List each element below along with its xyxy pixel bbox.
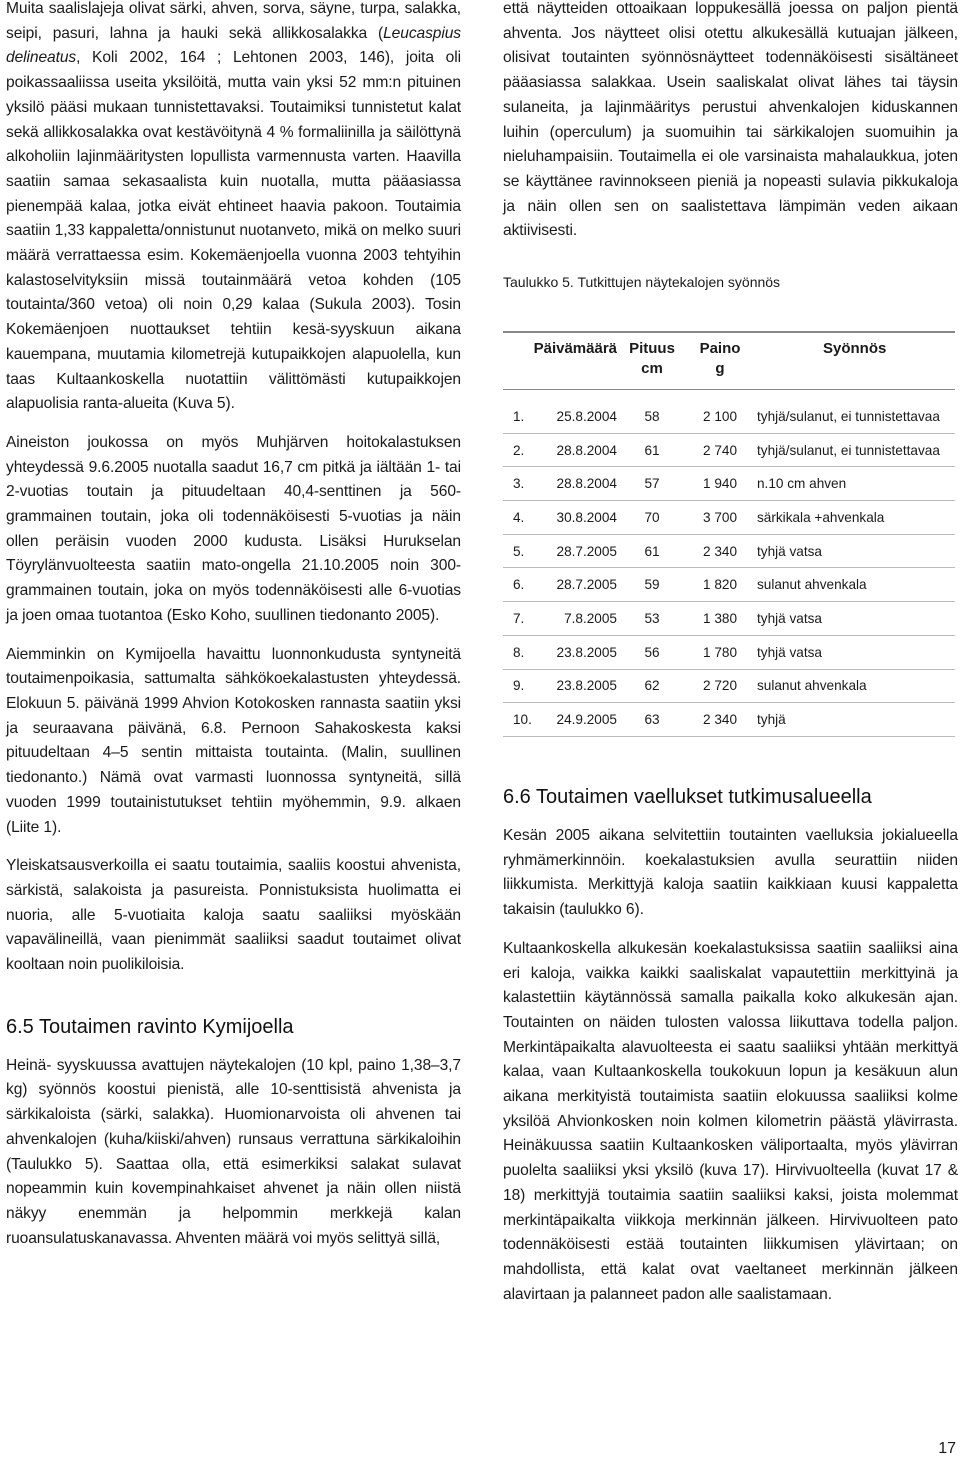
header-weight: Paino g [687, 332, 753, 390]
row-food: tyhjä/sulanut, ei tunnistettavaa [753, 433, 955, 467]
paragraph-earlier-observations: Aiemminkin on Kymijoella havaittu luonnonkudusta syntyneitä toutaimenpoikasia, sattumalta sähkökoekalastusten yhteydessä. Elokuun 5. päivänä 1999 Ahvion Kotokosken rannasta saatiin yksi ja seuraavana päivänä, 6.8. Pernoon Sahakoskesta kaksi pituudeltaan 4–5 sentin mittaista toutainta. (Malin, suullinen tiedonanto.) Nämä ovat varmasti luonnossa syntyneitä, sillä vuoden 1999 toutainistutukset tehtiin myöhemmin, 9.9. alkaen (Liite 1). [6, 645, 461, 836]
row-length: 61 [617, 534, 687, 568]
row-food: tyhjä vatsa [753, 534, 955, 568]
row-length: 53 [617, 602, 687, 636]
row-length: 56 [617, 635, 687, 669]
row-food: särkikala +ahvenkala [753, 501, 955, 535]
row-weight: 2 740 [687, 433, 753, 467]
row-date: 23.8.2005 [547, 669, 617, 703]
row-date: 28.8.2004 [547, 433, 617, 467]
row-weight: 1 780 [687, 635, 753, 669]
table-row [503, 602, 955, 636]
table-5-container [503, 331, 955, 737]
latin-species-name: Leucaspius delineatus [6, 24, 461, 67]
table-row [503, 669, 955, 703]
paragraph-muhjarvi: Aineiston joukossa on myös Muhjärven hoitokalastuksen yhteydessä 9.6.2005 nuotalla saadut 16,7 cm pitkä ja iältään 1- tai 2-vuotias toutain ja pituudeltaan 40,4-senttinen ja 560-grammainen toutain, joka oli todennäköisesti 5-vuotias ja näin ollen peräisin vuoden 2000 kudusta. Lisäksi Hurukselan Töyrylänvuolteesta saatiin mato-ongella 21.10.2005 noin 300-grammainen toutain, joka on myös todennäköisesti alle 6-vuotias ja joen omaa tuotantoa (Esko Koho, suullinen tiedonanto 2005). [6, 433, 461, 624]
row-length: 63 [617, 703, 687, 737]
row-length: 61 [617, 433, 687, 467]
table-row [503, 703, 955, 737]
row-weight: 2 340 [687, 534, 753, 568]
page-number: 17 [938, 1440, 956, 1457]
row-food: tyhjä [753, 703, 955, 737]
table-caption: Taulukko 5. Tutkittujen näytekalojen syönnös [503, 274, 781, 291]
row-number: 5. [503, 534, 547, 568]
table-row [503, 568, 955, 602]
row-number: 10. [503, 703, 547, 737]
row-length: 57 [617, 467, 687, 501]
table-row [503, 534, 955, 568]
header-date: Päivämäärä [503, 332, 617, 390]
table-row [503, 501, 955, 535]
row-date: 30.8.2004 [547, 501, 617, 535]
paragraph-diet-continued: että näytteiden ottoaikaan loppukesällä joessa on paljon pientä ahventa. Jos näytteet olisi otettu alkukesällä kutuajan jälkeen, olisivat toutainten syönnösnäytteet todennäköisesti sisältäneet pääasiassa salakkaa. Usein saaliskalat olivat lähes tai täysin sulaneita, ja lajinmääritys perustui ahvenkalojen kiduskannen luihin (operculum) ja suomuihin tai särkikalojen suomuihin ja nieluhampaisiin. Toutaimella ei ole varsinaista mahalaukkua, joten se käyttänee ravinnokseen pieniä ja nopeasti sulavia pikkukaloja ja näin ollen sen on saalistettava lämpimän veden aikaan aktiivisesti. [503, 0, 958, 240]
section-heading-6-6: 6.6 Toutaimen vaellukset tutkimusalueella [503, 786, 872, 808]
fish-diet-table [503, 331, 955, 737]
row-date: 28.7.2005 [547, 568, 617, 602]
row-weight: 2 340 [687, 703, 753, 737]
paragraph-survey-nets: Yleiskatsausverkoilla ei saatu toutaimia, saaliis koostui ahvenista, särkistä, salakoista ja pasureista. Ponnistuksista huolimatta ei nuoria, alle 5-vuotiaita kaloja saatu saaliiksi myöskään vapavälineillä, vaan pienimmät saaliiksi saadut toutaimet olivat kooltaan noin puolikiloisia. [6, 857, 461, 974]
row-number: 8. [503, 635, 547, 669]
paragraph-migration: Kesän 2005 aikana selvitettiin toutainten vaelluksia jokialueella ryhmämerkinnöin. koekalastuksien avulla seurattiin niiden liikkumista. Merkittyjä kaloja saatiin kaikkiaan kuusi kappaletta takaisin (taulukko 6). [503, 827, 958, 919]
header-length: Pituus cm [617, 332, 687, 390]
row-number: 2. [503, 433, 547, 467]
header-food: Syönnös [753, 332, 955, 390]
section-heading-6-5: 6.5 Toutaimen ravinto Kymijoella [6, 1015, 294, 1038]
row-food: sulanut ahvenkala [753, 568, 955, 602]
row-food: tyhjä vatsa [753, 602, 955, 636]
table-row [503, 390, 955, 434]
row-length: 62 [617, 669, 687, 703]
row-food: tyhjä/sulanut, ei tunnistettavaa [753, 390, 955, 434]
paragraph-kultaankoski: Kultaankoskella alkukesän koekalastuksissa saatiin saaliiksi aina eri kaloja, vaikka kaikki saaliskalat vapautettiin merkittyinä ja kalastettiin käytännössä samalla paikalla koko alkukesän ajan. Toutainten on näiden tulosten valossa liikuttava todella paljon. Merkintäpaikalta alavuolteesta ei saatu saaliiksi yhtään merkittyä kalaa, vaan Kultaankoskella toukokuun lopun ja kesäkuun alun aikana merkityistä toutaimista saatiin elokuussa saaliiksi kolme yksilöä Ahvionkosken noin kolmen kilometrin päästä ylävirrasta. Heinäkuussa saatiin Kultaankosken väliportaalta, myös ylävirran puolelta saaliiksi yksi yksilö (kuva 17). Hirvivuolteella (kuvat 17 & 18) merkittyjä toutaimia saatiin saaliiksi kaksi, joista molemmat merkintäpaikalta viikkoja merkinnän jälkeen. Hirvivuolteen pato todennäköisesti estää toutainten liikkumisen ylävirtaan; on mahdollista, että kalat ovat vaeltaneet merkinnän jälkeen alavirtaan ja palanneet padon alle saalistamaan. [503, 939, 958, 1303]
paragraph-text: Muita saalislajeja olivat särki, ahven, sorva, säyne, turpa, salakka, seipi, pasuri, lahna ja hauki sekä allikkosalakka ( [6, 0, 461, 42]
paragraph-catch-species [6, 0, 461, 417]
row-number: 9. [503, 669, 547, 703]
paragraph-diet: Heinä- syyskuussa avattujen näytekalojen (10 kpl, paino 1,38–3,7 kg) syönnös koostui pienistä, alle 10-senttisistä ahvenista ja särkikaloista (särki, salakka). Huomionarvoista oli ahvenen tai ahvenkalojen (kuha/kiiski/ahven) runsaus verrattuna särkikaloihin (Taulukko 5). Saattaa olla, että esimerkiksi salakat sulavat nopeammin kuin kovempinahkaiset ahvenet ja näin ollen niistä näkyy enemmän ja helpommin merkkejä kalan ruoansulatuskanavassa. Ahventen määrä voi myös selittyä sillä, [6, 1056, 461, 1247]
row-weight: 1 820 [687, 568, 753, 602]
row-weight: 3 700 [687, 501, 753, 535]
row-length: 58 [617, 390, 687, 434]
row-date: 7.8.2005 [547, 602, 617, 636]
table-row [503, 433, 955, 467]
row-weight: 2 720 [687, 669, 753, 703]
row-length: 70 [617, 501, 687, 535]
table-row [503, 467, 955, 501]
row-number: 3. [503, 467, 547, 501]
row-weight: 1 940 [687, 467, 753, 501]
table-header-row [503, 332, 955, 390]
row-food: tyhjä vatsa [753, 635, 955, 669]
table-row [503, 635, 955, 669]
row-date: 23.8.2005 [547, 635, 617, 669]
row-number: 7. [503, 602, 547, 636]
row-date: 28.8.2004 [547, 467, 617, 501]
row-date: 24.9.2005 [547, 703, 617, 737]
row-number: 4. [503, 501, 547, 535]
row-weight: 2 100 [687, 390, 753, 434]
row-date: 25.8.2004 [547, 390, 617, 434]
row-number: 6. [503, 568, 547, 602]
row-weight: 1 380 [687, 602, 753, 636]
row-date: 28.7.2005 [547, 534, 617, 568]
paragraph-text: , Koli 2002, 164 ; Lehtonen 2003, 146), joita oli poikassaaliissa useita yksilöitä, mutta vain yksi 52 mm:n pituinen yksilö pääsi mukaan tunnistettavaksi. Toutaimiksi tunnistetut kalat sekä allikkosalakka ovat kestävöitynä 4 % formaliinilla ja säilöttynä alkoholiin lajinmääritysten lopullista varmennusta varten. Haavilla saatiin samaa sekasaalista kuin nuotalla, mutta pääasiassa pienempää kalaa, jotka eivät ehtineet haavia pakoon. Toutaimia saatiin 1,33 kappaletta/onnistunut nuotanveto, mikä on melko suuri määrä verrattaessa esim. Kokemäenjoella vuonna 2003 tehtyihin kalastoselvityksiin missä toutainmäärä vetoa kohden (105 toutainta/360 vetoa) oli noin 0,29 kalaa (Sukula 2003). Tosin Kokemäenjoen nuottaukset tehtiin kesä-syyskuun aikana kauempana, muutamia kilometrejä kutupaikkojen alapuolella, kun taas Kultaankoskella nuotattiin välittömästi kutupaikkojen alapuolisia ranta-alueita (Kuva 5). [6, 49, 461, 413]
row-food: sulanut ahvenkala [753, 669, 955, 703]
row-food: n.10 cm ahven [753, 467, 955, 501]
row-number: 1. [503, 390, 547, 434]
right-column [503, 0, 958, 292]
row-length: 59 [617, 568, 687, 602]
left-column [6, 0, 461, 1251]
